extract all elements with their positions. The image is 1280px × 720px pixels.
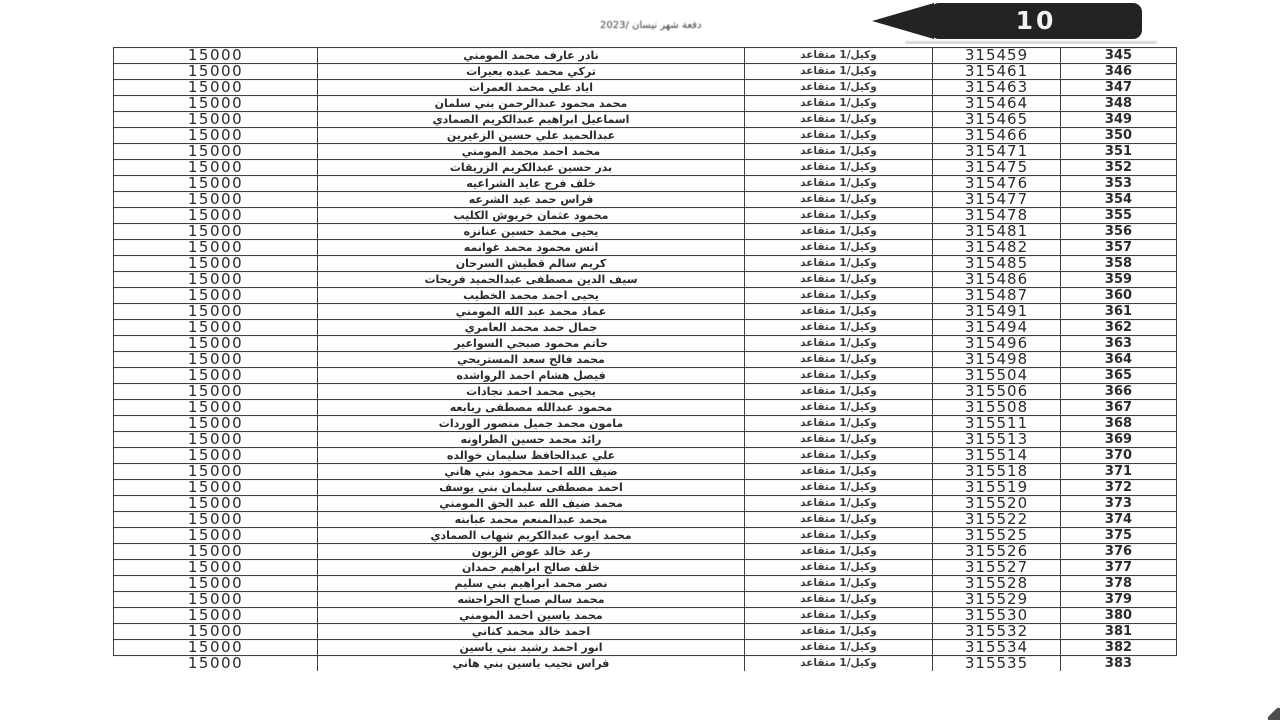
- name-cell: محمد محمود عبدالرحمن بني سلمان: [318, 96, 745, 111]
- seq-number-cell: 349: [1104, 112, 1133, 127]
- amount-cell: 15000: [114, 160, 318, 175]
- amount-cell: 15000: [114, 656, 318, 671]
- file-number-cell: 315466: [933, 128, 1061, 143]
- seq-number-cell: 376: [1104, 544, 1133, 559]
- name-cell: سيف الدين مصطفى عبدالحميد فريحات: [318, 272, 745, 287]
- file-number-cell: 315526: [933, 544, 1061, 559]
- seq-number-cell: 361: [1104, 304, 1133, 319]
- file-number-cell: 315471: [933, 144, 1061, 159]
- name-cell: يحيى محمد احمد نجادات: [318, 384, 745, 399]
- amount-cell: 15000: [114, 192, 318, 207]
- payment-table: [113, 46, 1177, 672]
- file-number-cell: 315518: [933, 464, 1061, 479]
- seq-number-cell: 359: [1104, 272, 1133, 287]
- amount-cell: 15000: [114, 176, 318, 191]
- name-cell: حاتم محمود صبحي السواعير: [318, 336, 745, 351]
- file-number-cell: 315535: [933, 656, 1061, 671]
- rank-cell: وكيل/1 متقاعد: [745, 192, 933, 207]
- amount-cell: 15000: [114, 384, 318, 399]
- seq-number-cell: 375: [1104, 528, 1133, 543]
- amount-cell: 15000: [114, 336, 318, 351]
- file-number-cell: 315529: [933, 592, 1061, 607]
- seq-number-cell: 350: [1104, 128, 1133, 143]
- rank-cell: وكيل/1 متقاعد: [745, 640, 933, 655]
- seq-number-cell: 372: [1104, 480, 1133, 495]
- name-cell: فراس حمد عيد الشرعه: [318, 192, 745, 207]
- file-number-cell: 315530: [933, 608, 1061, 623]
- name-cell: فيصل هشام احمد الرواشده: [318, 368, 745, 383]
- table-row: [114, 656, 1176, 671]
- name-cell: رعد خالد عوض الزبون: [318, 544, 745, 559]
- seq-number-cell: 351: [1104, 144, 1133, 159]
- seq-number-cell: 365: [1104, 368, 1133, 383]
- seq-number-cell: 352: [1104, 160, 1133, 175]
- amount-cell: 15000: [114, 288, 318, 303]
- file-number-cell: 315477: [933, 192, 1061, 207]
- name-cell: اسماعيل ابراهيم عبدالكريم الصمادي: [318, 112, 745, 127]
- seq-number-cell: 355: [1104, 208, 1133, 223]
- rank-cell: وكيل/1 متقاعد: [745, 96, 933, 111]
- amount-cell: 15000: [114, 544, 318, 559]
- seq-number-cell: 367: [1104, 400, 1133, 415]
- seq-number-cell: 369: [1104, 432, 1133, 447]
- rank-cell: وكيل/1 متقاعد: [745, 576, 933, 591]
- rank-cell: وكيل/1 متقاعد: [745, 352, 933, 367]
- rank-cell: وكيل/1 متقاعد: [745, 288, 933, 303]
- amount-cell: 15000: [114, 64, 318, 79]
- amount-cell: 15000: [114, 368, 318, 383]
- file-number-cell: 315514: [933, 448, 1061, 463]
- rank-cell: وكيل/1 متقاعد: [745, 320, 933, 335]
- seq-number-cell: 371: [1104, 464, 1133, 479]
- amount-cell: 15000: [114, 272, 318, 287]
- name-cell: محمود عبدالله مصطفى ربابعه: [318, 400, 745, 415]
- name-cell: خلف صالح ابراهيم حمدان: [318, 560, 745, 575]
- file-number-cell: 315494: [933, 320, 1061, 335]
- name-cell: جمال حمد محمد العامري: [318, 320, 745, 335]
- name-cell: احمد خالد محمد كناني: [318, 624, 745, 639]
- file-number-cell: 315478: [933, 208, 1061, 223]
- amount-cell: 15000: [114, 256, 318, 271]
- amount-cell: 15000: [114, 208, 318, 223]
- file-number-cell: 315519: [933, 480, 1061, 495]
- rank-cell: وكيل/1 متقاعد: [745, 304, 933, 319]
- amount-cell: 15000: [114, 48, 318, 63]
- rank-cell: وكيل/1 متقاعد: [745, 416, 933, 431]
- name-cell: عبدالحميد علي حسين الزغيرين: [318, 128, 745, 143]
- file-number-cell: 315465: [933, 112, 1061, 127]
- rank-cell: وكيل/1 متقاعد: [745, 368, 933, 383]
- batch-header-note: دفعة شهر نيسان /2023: [600, 20, 702, 31]
- rank-cell: وكيل/1 متقاعد: [745, 176, 933, 191]
- name-cell: محمد ياسين احمد المومني: [318, 608, 745, 623]
- name-cell: مامون محمد جميل منصور الوردات: [318, 416, 745, 431]
- seq-number-cell: 354: [1104, 192, 1133, 207]
- rank-cell: وكيل/1 متقاعد: [745, 112, 933, 127]
- name-cell: بدر حسين عبدالكريم الزريقات: [318, 160, 745, 175]
- name-cell: كريم سالم قطيش السرحان: [318, 256, 745, 271]
- name-cell: محمود عثمان خريوش الكليب: [318, 208, 745, 223]
- name-cell: محمد ايوب عبدالكريم شهاب الصمادي: [318, 528, 745, 543]
- file-number-cell: 315475: [933, 160, 1061, 175]
- name-cell: محمد احمد محمد المومني: [318, 144, 745, 159]
- seq-number-cell: 364: [1104, 352, 1133, 367]
- rank-cell: وكيل/1 متقاعد: [745, 592, 933, 607]
- name-cell: نصر محمد ابراهيم بني سليم: [318, 576, 745, 591]
- rank-cell: وكيل/1 متقاعد: [745, 80, 933, 95]
- arrow-left-icon: [872, 3, 934, 39]
- file-number-cell: 315485: [933, 256, 1061, 271]
- amount-cell: 15000: [114, 400, 318, 415]
- rank-cell: وكيل/1 متقاعد: [745, 144, 933, 159]
- amount-cell: 15000: [114, 528, 318, 543]
- rank-cell: وكيل/1 متقاعد: [745, 512, 933, 527]
- name-cell: نادر عارف محمد المومني: [318, 48, 745, 63]
- seq-number-cell: 366: [1104, 384, 1133, 399]
- file-number-cell: 315461: [933, 64, 1061, 79]
- amount-cell: 15000: [114, 96, 318, 111]
- rank-cell: وكيل/1 متقاعد: [745, 208, 933, 223]
- name-cell: تركي محمد عبده بعيرات: [318, 64, 745, 79]
- name-cell: انور احمد رشيد بني ياسين: [318, 640, 745, 655]
- seq-number-cell: 379: [1104, 592, 1133, 607]
- seq-number-cell: 357: [1104, 240, 1133, 255]
- file-number-cell: 315508: [933, 400, 1061, 415]
- seq-number-cell: 363: [1104, 336, 1133, 351]
- file-number-cell: 315522: [933, 512, 1061, 527]
- rank-cell: وكيل/1 متقاعد: [745, 656, 933, 671]
- amount-cell: 15000: [114, 432, 318, 447]
- file-number-cell: 315496: [933, 336, 1061, 351]
- amount-cell: 15000: [114, 352, 318, 367]
- file-number-cell: 315520: [933, 496, 1061, 511]
- file-number-cell: 315486: [933, 272, 1061, 287]
- name-cell: ضيف الله احمد محمود بني هاني: [318, 464, 745, 479]
- file-number-cell: 315532: [933, 624, 1061, 639]
- rank-cell: وكيل/1 متقاعد: [745, 384, 933, 399]
- rank-cell: وكيل/1 متقاعد: [745, 240, 933, 255]
- file-number-cell: 315464: [933, 96, 1061, 111]
- file-number-cell: 315511: [933, 416, 1061, 431]
- amount-cell: 15000: [114, 80, 318, 95]
- amount-cell: 15000: [114, 320, 318, 335]
- amount-cell: 15000: [114, 480, 318, 495]
- amount-cell: 15000: [114, 496, 318, 511]
- rank-cell: وكيل/1 متقاعد: [745, 480, 933, 495]
- amount-cell: 15000: [114, 224, 318, 239]
- seq-number-cell: 380: [1104, 608, 1133, 623]
- file-number-cell: 315459: [933, 48, 1061, 63]
- amount-cell: 15000: [114, 144, 318, 159]
- amount-cell: 15000: [114, 560, 318, 575]
- rank-cell: وكيل/1 متقاعد: [745, 400, 933, 415]
- rank-cell: وكيل/1 متقاعد: [745, 336, 933, 351]
- rank-cell: وكيل/1 متقاعد: [745, 560, 933, 575]
- name-cell: علي عبدالحافظ سليمان خوالده: [318, 448, 745, 463]
- amount-cell: 15000: [114, 112, 318, 127]
- amount-cell: 15000: [114, 624, 318, 639]
- seq-number-cell: 345: [1104, 48, 1133, 63]
- amount-cell: 15000: [114, 512, 318, 527]
- page-number-badge-body: [930, 3, 1142, 39]
- scan-smudge: [905, 41, 1157, 44]
- file-number-cell: 315482: [933, 240, 1061, 255]
- amount-cell: 15000: [114, 416, 318, 431]
- seq-number-cell: 373: [1104, 496, 1133, 511]
- name-cell: رائد محمد حسين الطراونه: [318, 432, 745, 447]
- name-cell: احمد مصطفى سليمان بني يوسف: [318, 480, 745, 495]
- amount-cell: 15000: [114, 304, 318, 319]
- seq-number-cell: 377: [1104, 560, 1133, 575]
- file-number-cell: 315527: [933, 560, 1061, 575]
- name-cell: محمد ضيف الله عبد الحق المومني: [318, 496, 745, 511]
- name-cell: فراس نجيب ياسين بني هاني: [318, 656, 745, 671]
- name-cell: خلف فرج عايد الشراعيه: [318, 176, 745, 191]
- rank-cell: وكيل/1 متقاعد: [745, 496, 933, 511]
- file-number-cell: 315525: [933, 528, 1061, 543]
- name-cell: يحيى محمد حسين عنانزه: [318, 224, 745, 239]
- rank-cell: وكيل/1 متقاعد: [745, 608, 933, 623]
- amount-cell: 15000: [114, 608, 318, 623]
- file-number-cell: 315463: [933, 80, 1061, 95]
- amount-cell: 15000: [114, 240, 318, 255]
- file-number-cell: 315476: [933, 176, 1061, 191]
- rank-cell: وكيل/1 متقاعد: [745, 160, 933, 175]
- file-number-cell: 315513: [933, 432, 1061, 447]
- amount-cell: 15000: [114, 592, 318, 607]
- rank-cell: وكيل/1 متقاعد: [745, 272, 933, 287]
- page-number: 10: [1015, 5, 1057, 35]
- amount-cell: 15000: [114, 128, 318, 143]
- amount-cell: 15000: [114, 640, 318, 655]
- file-number-cell: 315504: [933, 368, 1061, 383]
- rank-cell: وكيل/1 متقاعد: [745, 432, 933, 447]
- file-number-cell: 315534: [933, 640, 1061, 655]
- file-number-cell: 315506: [933, 384, 1061, 399]
- seq-number-cell: 353: [1104, 176, 1133, 191]
- rank-cell: وكيل/1 متقاعد: [745, 544, 933, 559]
- seq-number-cell: 368: [1104, 416, 1133, 431]
- rank-cell: وكيل/1 متقاعد: [745, 256, 933, 271]
- rank-cell: وكيل/1 متقاعد: [745, 464, 933, 479]
- rank-cell: وكيل/1 متقاعد: [745, 448, 933, 463]
- seq-number-cell: 382: [1104, 640, 1133, 655]
- name-cell: محمد سالم صباح الحراحشه: [318, 592, 745, 607]
- rank-cell: وكيل/1 متقاعد: [745, 624, 933, 639]
- seq-number-cell: 378: [1104, 576, 1133, 591]
- rank-cell: وكيل/1 متقاعد: [745, 528, 933, 543]
- name-cell: عماد محمد عبد الله المومني: [318, 304, 745, 319]
- seq-number-cell: 360: [1104, 288, 1133, 303]
- seq-number-cell: 370: [1104, 448, 1133, 463]
- file-number-cell: 315498: [933, 352, 1061, 367]
- name-cell: محمد فالح سعد المستريحي: [318, 352, 745, 367]
- rank-cell: وكيل/1 متقاعد: [745, 128, 933, 143]
- seq-number-cell: 383: [1104, 656, 1133, 671]
- seq-number-cell: 347: [1104, 80, 1133, 95]
- name-cell: يحيى احمد محمد الخطيب: [318, 288, 745, 303]
- seq-number-cell: 356: [1104, 224, 1133, 239]
- seq-number-cell: 348: [1104, 96, 1133, 111]
- seq-number-cell: 381: [1104, 624, 1133, 639]
- rank-cell: وكيل/1 متقاعد: [745, 48, 933, 63]
- rank-cell: وكيل/1 متقاعد: [745, 64, 933, 79]
- name-cell: انس محمود محمد غوانمه: [318, 240, 745, 255]
- seq-number-cell: 346: [1104, 64, 1133, 79]
- page-corner-mark: [1266, 706, 1280, 720]
- seq-number-cell: 374: [1104, 512, 1133, 527]
- amount-cell: 15000: [114, 464, 318, 479]
- seq-number-cell: 358: [1104, 256, 1133, 271]
- name-cell: اياد علي محمد العمرات: [318, 80, 745, 95]
- amount-cell: 15000: [114, 576, 318, 591]
- name-cell: محمد عبدالمنعم محمد عبابنه: [318, 512, 745, 527]
- file-number-cell: 315528: [933, 576, 1061, 591]
- file-number-cell: 315491: [933, 304, 1061, 319]
- rank-cell: وكيل/1 متقاعد: [745, 224, 933, 239]
- seq-number-cell: 362: [1104, 320, 1133, 335]
- amount-cell: 15000: [114, 448, 318, 463]
- file-number-cell: 315487: [933, 288, 1061, 303]
- file-number-cell: 315481: [933, 224, 1061, 239]
